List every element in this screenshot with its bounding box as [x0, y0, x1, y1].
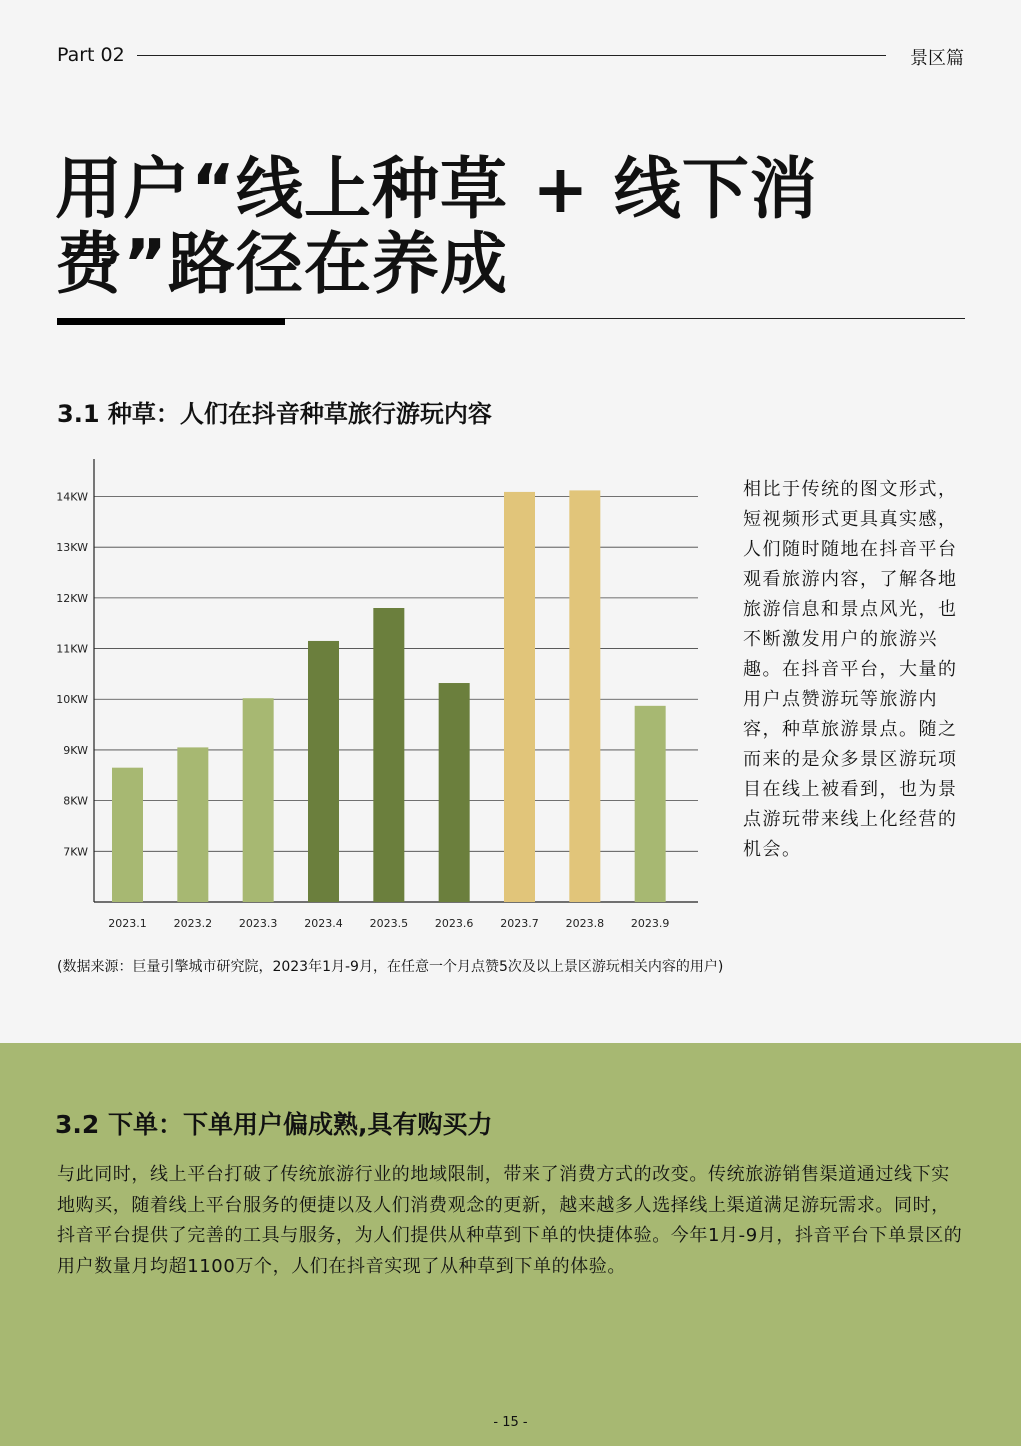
x-tick-label: 2023.1 [108, 917, 147, 930]
x-tick-label: 2023.4 [304, 917, 343, 930]
title-accent-bar [57, 318, 285, 325]
y-tick-label: 13KW [56, 541, 88, 555]
part-label: Part 02 [57, 44, 125, 66]
x-tick-label: 2023.7 [500, 917, 539, 930]
bar [373, 608, 404, 902]
bar [177, 747, 208, 902]
y-tick-label: 9KW [63, 743, 88, 757]
section-heading-3-1: 3.1 种草：人们在抖音种草旅行游玩内容 [57, 400, 492, 428]
x-tick-label: 2023.6 [434, 917, 474, 930]
data-source-note: (数据来源：巨量引擎城市研究院，2023年1月-9月，在任意一个月点赞5次及以上景区游玩相关内容的用户) [57, 959, 724, 975]
page-title: 用户“线上种草 + 线下消费”路径在养成 [55, 150, 818, 303]
bar [243, 698, 274, 902]
bar [504, 492, 535, 902]
monthly-users-bar-chart [50, 455, 710, 935]
y-tick-label: 7KW [63, 845, 88, 859]
y-tick-label: 10KW [56, 693, 88, 707]
bar [439, 683, 470, 902]
section-label: 景区篇 [910, 48, 964, 69]
x-tick-label: 2023.3 [238, 917, 278, 930]
bar [635, 706, 666, 902]
x-tick-label: 2023.2 [173, 917, 213, 930]
bar [112, 768, 143, 902]
page-header [57, 44, 964, 68]
x-tick-label: 2023.8 [565, 917, 605, 930]
y-tick-label: 11KW [56, 642, 88, 656]
x-tick-label: 2023.5 [369, 917, 409, 930]
y-tick-label: 14KW [56, 490, 88, 504]
section-3-2-body: 与此同时，线上平台打破了传统旅游行业的地域限制，带来了消费方式的改变。传统旅游销售渠道通过线下实地购买，随着线上平台服务的便捷以及人们消费观念的更新，越来越多人选择线上渠道满足游玩需求。同时，抖音平台提供了完善的工具与服务，为人们提供从种草到下单的快捷体验。今年1月-9月，抖音平台下单景区的用户数量月均超1100万个，人们在抖音实现了从种草到下单的体验。 [57, 1164, 963, 1277]
y-tick-label: 12KW [56, 591, 88, 605]
x-tick-label: 2023.9 [630, 917, 670, 930]
header-divider [137, 55, 886, 56]
section-heading-3-2: 3.2 下单：下单用户偏成熟,具有购买力 [55, 1110, 493, 1139]
chart-svg [50, 455, 710, 935]
section-3-2-panel [0, 1043, 1021, 1446]
bar [569, 490, 600, 902]
page-number: - 15 - [493, 1415, 528, 1430]
section-3-1-description: 相比于传统的图文形式，短视频形式更具真实感，人们随时随地在抖音平台观看旅游内容，了解各地旅游信息和景点风光，也不断激发用户的旅游兴趣。在抖音平台，大量的用户点赞游玩等旅游内容，种草旅游景点。随之而来的是众多景区游玩项目在线上被看到，也为景点游玩带来线上化经营的机会。 [743, 479, 958, 860]
bar [308, 641, 339, 902]
y-tick-label: 8KW [63, 794, 88, 808]
